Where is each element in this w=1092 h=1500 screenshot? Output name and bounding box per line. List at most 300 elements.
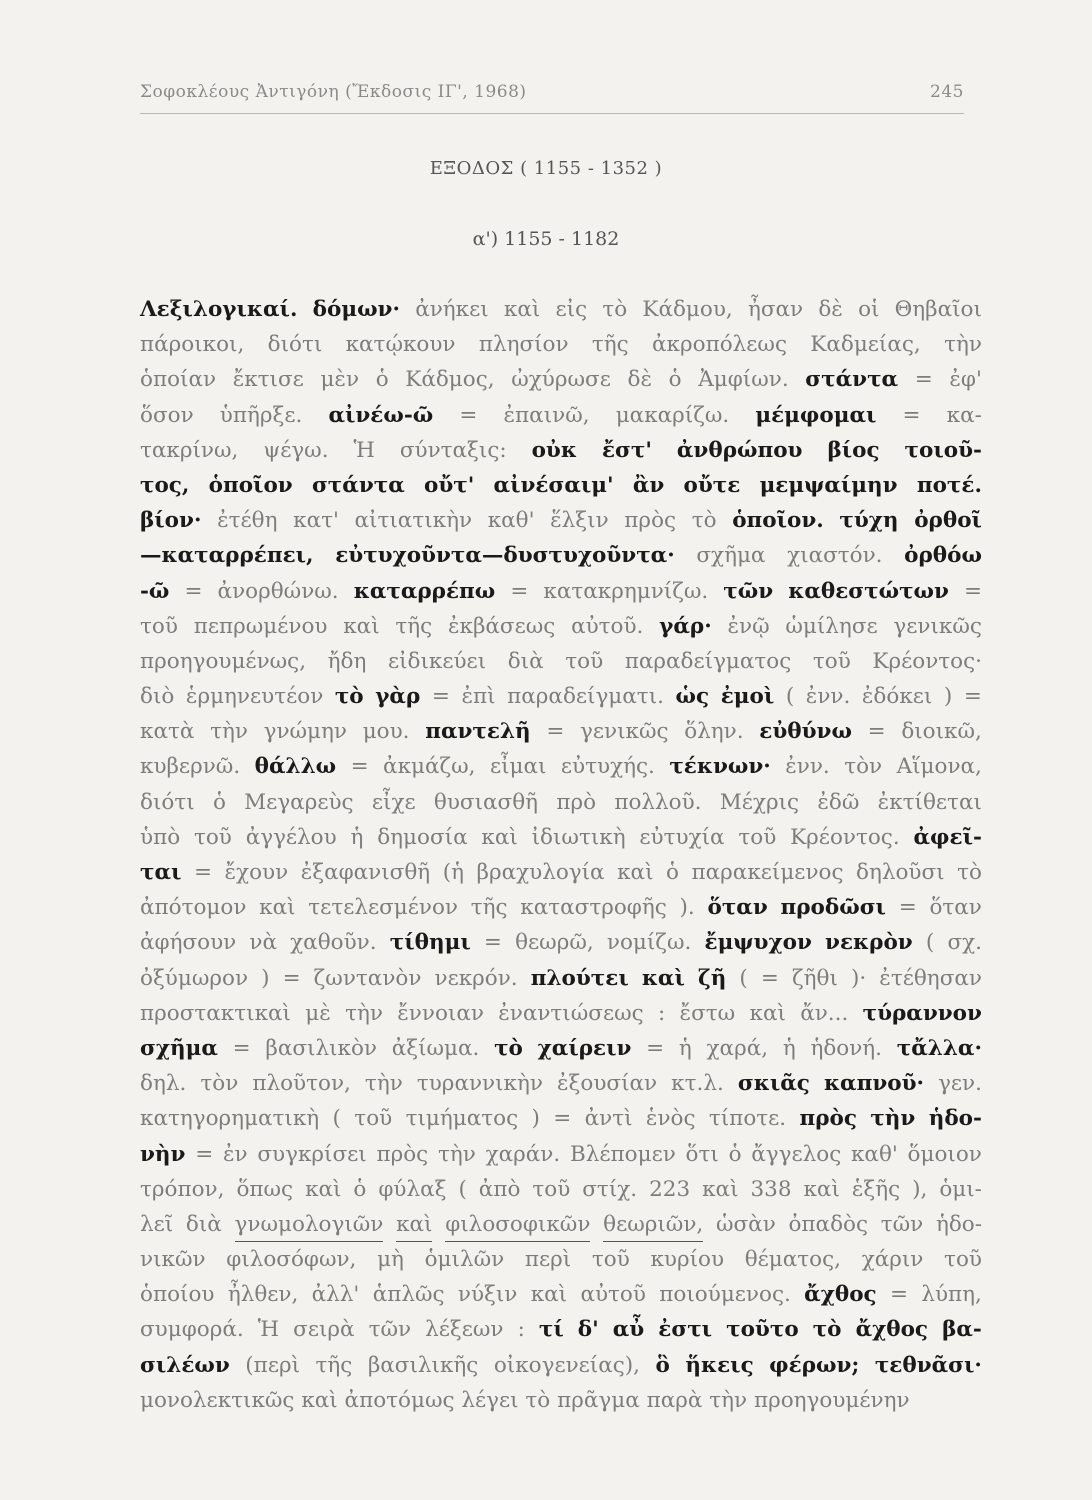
lemma-word: στάντα	[805, 367, 899, 393]
word: παρακείμενος	[691, 860, 844, 885]
word: λέξεων	[425, 1317, 504, 1343]
word: Κρέοντος.	[790, 824, 900, 850]
word: σχ.	[947, 930, 982, 956]
word: ἀνορθώνω.	[217, 578, 339, 604]
lemma-word: —καταρρέπει,	[140, 543, 314, 569]
word: ἑρμηνευτέον	[185, 684, 324, 710]
lemma-word: οὔτ'	[423, 472, 475, 498]
text-line	[140, 398, 982, 433]
word: εἰδικεύει	[387, 648, 487, 674]
word: καὶ	[617, 860, 654, 885]
lemma-word: εὐτυχοῦντα—δυστυχοῦντα·	[335, 543, 675, 569]
word: ἐτέθη	[217, 508, 278, 534]
text-line	[140, 1172, 982, 1207]
word: τῆς	[591, 332, 629, 358]
word: καὶ	[343, 613, 380, 639]
text-line	[140, 1242, 982, 1277]
lemma-word: καπνοῦ·	[823, 1071, 924, 1097]
word: κα-	[946, 402, 982, 428]
word: καὶ	[702, 1176, 739, 1202]
word: ἀπὸ	[478, 1176, 521, 1202]
word: συγκρίσει	[257, 1141, 367, 1167]
word: =	[553, 1106, 572, 1132]
word: ἦσαν	[747, 297, 804, 322]
word: Αἵμονα,	[896, 754, 982, 780]
word: =	[963, 578, 982, 604]
lemma-word: ἄχθος	[855, 1317, 929, 1343]
word: νύξιν	[457, 1282, 518, 1308]
text-line	[140, 996, 982, 1031]
text-line	[140, 503, 982, 538]
word: ἡ	[678, 1035, 692, 1061]
body-text	[140, 292, 982, 1418]
word: χάριν	[861, 1247, 924, 1273]
word: (	[332, 1106, 341, 1132]
word: δὲ	[627, 367, 652, 393]
word: Κάδμος,	[405, 367, 495, 393]
word: καθ'	[487, 508, 535, 534]
word: τίποτε.	[708, 1106, 787, 1132]
lemma-word: τοιοῦ-	[904, 437, 982, 463]
word: καὶ	[259, 895, 296, 921]
word: γεν.	[938, 1071, 982, 1097]
word: τοῦ	[944, 1247, 982, 1273]
lemma-word: ὡς	[675, 684, 710, 710]
word: =	[431, 684, 450, 710]
word: εὐτυχία	[639, 824, 725, 850]
lemma-word: βα-	[942, 1317, 982, 1343]
word: κατ'	[293, 508, 339, 534]
word: τοῦ	[532, 1176, 571, 1202]
word: τὴν	[437, 1141, 476, 1167]
word: λεῖ	[140, 1211, 174, 1237]
lemma-word: τῶν	[723, 578, 774, 604]
word: ἐξαφανισθῆ	[300, 860, 431, 885]
word: Κρέοντος·	[872, 648, 982, 674]
lemma-word: τέκνων·	[669, 754, 771, 780]
lemma-word: ἄχθος	[804, 1282, 877, 1308]
word: (	[925, 930, 935, 956]
word: τοῦ	[591, 1247, 630, 1273]
word: ὅταν	[929, 895, 982, 921]
lemma-word: καθεστώτων	[788, 578, 949, 604]
lemma-word: εὐθύνω	[759, 719, 852, 745]
text-line	[140, 820, 982, 855]
word: αἰτιατικὴν	[354, 508, 473, 534]
word: θέματος,	[744, 1247, 842, 1273]
text-line	[140, 714, 982, 749]
text-line	[140, 1031, 982, 1066]
word: νικῶν	[140, 1247, 206, 1273]
text-line	[140, 1348, 982, 1383]
lemma-word: γάρ·	[659, 613, 712, 639]
text-line	[140, 1312, 982, 1347]
word: ἐνῷ	[727, 613, 770, 639]
word: καὶ	[481, 824, 518, 850]
word: τετελεσμένον	[308, 895, 458, 921]
lemma-word: ὃ	[655, 1352, 670, 1378]
lemma-word: στάντα	[311, 472, 405, 498]
word: ἐτέθησαν	[879, 965, 982, 991]
lemma-word: ποτέ.	[916, 472, 982, 498]
word: χιαστόν.	[787, 543, 883, 569]
underlined-word: θεωριῶν,	[603, 1207, 703, 1242]
word: ἀντὶ	[584, 1106, 633, 1132]
word: μακαρίζω.	[615, 402, 730, 428]
word: ὁμι-	[939, 1176, 982, 1202]
word: παραδείγματος	[624, 648, 792, 674]
word: μὲν	[320, 367, 360, 393]
word: δηλοῦσι	[856, 860, 945, 885]
word: κυρίου	[650, 1247, 725, 1273]
word: ἀκμάζω,	[383, 754, 476, 780]
word: 223	[649, 1176, 691, 1202]
word: χαθοῦν.	[290, 930, 377, 956]
word: ἐδῶ	[817, 789, 860, 815]
word: Ἡ	[257, 1317, 280, 1343]
word: ὡμίλησε	[785, 613, 878, 639]
word: ὀπαδὸς	[788, 1211, 869, 1237]
text-line	[140, 433, 982, 468]
text-line	[140, 1207, 982, 1242]
word: προηγουμένως,	[140, 648, 307, 674]
text-line	[140, 609, 982, 644]
word: τιμήματος	[405, 1106, 519, 1132]
word: πρὸς	[376, 1141, 429, 1167]
word: ὁ	[353, 1176, 367, 1202]
word: παρὰ	[646, 1387, 703, 1413]
lemma-word: φέρων;	[769, 1352, 860, 1378]
text-line	[140, 679, 982, 714]
word: τὸ	[602, 297, 628, 322]
text-line	[140, 1137, 982, 1172]
word: ).	[679, 895, 695, 921]
text-line	[140, 538, 982, 573]
word: Κάδμου,	[642, 297, 733, 322]
word: τὴν	[709, 1387, 748, 1413]
word: ὀξύμωρον	[140, 965, 249, 991]
word: ὁ	[666, 860, 679, 885]
word: ἡ	[350, 824, 364, 850]
word: =	[193, 860, 212, 885]
word: =	[350, 754, 369, 780]
word: πάροικοι,	[140, 332, 245, 358]
word: τοῦ	[140, 613, 178, 639]
lemma-word: τύραννον	[862, 1000, 982, 1026]
lemma-word: σιλέων	[140, 1352, 230, 1378]
word: νεκρόν.	[434, 965, 518, 991]
word: ἀγγέλου	[245, 824, 337, 850]
lemma-word: ἀφεῖ-	[913, 824, 982, 850]
word: Καδμείας,	[810, 332, 921, 358]
word: ἄν...	[800, 1000, 849, 1026]
word: οἱ	[858, 297, 880, 322]
lemma-word: οὔτε	[683, 472, 741, 498]
lemma-word: ἀνθρώπου	[676, 437, 803, 463]
lemma-word: τύχη	[839, 508, 899, 534]
word: =	[646, 1035, 665, 1061]
word: =	[195, 1141, 214, 1167]
word: διὸ	[140, 684, 175, 710]
word: ὁποίαν	[140, 367, 217, 393]
section-title: ΕΞΟΔΟΣ ( 1155 - 1352 )	[429, 158, 663, 179]
word: καὶ	[749, 1000, 786, 1026]
word: =	[510, 578, 529, 604]
word: εὐτυχής.	[560, 754, 655, 780]
word: ),	[912, 1176, 928, 1202]
word: προστακτικαὶ	[140, 1000, 291, 1026]
word: ὑπὸ	[140, 824, 181, 850]
word: ἐφ'	[949, 367, 982, 393]
word: πρὸς	[624, 508, 677, 534]
word: οἰκογενείας),	[493, 1352, 641, 1378]
lemma-word: ὅταν	[707, 895, 768, 921]
lemma-word: τὸ	[494, 1035, 523, 1061]
text-line	[140, 327, 982, 362]
word: αὐτοῦ.	[571, 613, 644, 639]
word: ἔχουν	[224, 860, 289, 885]
word: ἐν	[222, 1141, 248, 1167]
word: )·	[850, 965, 867, 991]
lemma-word: προδῶσι	[780, 895, 886, 921]
lemma-word: πρὸς	[799, 1106, 857, 1132]
word: :	[517, 1317, 525, 1343]
word: ἐδόκει	[861, 684, 933, 710]
word: κατηγορηματικὴ	[140, 1106, 320, 1132]
word: τὴν	[345, 1000, 383, 1026]
page-number: 245	[930, 82, 964, 102]
text-line	[140, 1277, 982, 1312]
text-line	[140, 292, 982, 327]
word: δηλ.	[140, 1071, 187, 1097]
word: αὐτοῦ	[580, 1282, 646, 1308]
word: καθ'	[850, 1141, 898, 1167]
lemma-word: ὀρθοῖ	[914, 508, 982, 534]
word: καταστροφῆς	[520, 895, 667, 921]
lemma-word: σχῆμα	[140, 1035, 218, 1061]
word: χαράν.	[485, 1141, 561, 1167]
word: τὸ	[525, 1387, 551, 1413]
word: καὶ	[803, 1176, 840, 1202]
word: ἀνήκει	[415, 297, 489, 322]
word: σειρὰ	[293, 1317, 355, 1343]
text-line	[140, 961, 982, 996]
word: ψέγω.	[263, 437, 329, 463]
word: ἐνν.	[805, 684, 851, 710]
lemma-word: τεθνᾶσι·	[874, 1352, 982, 1378]
word: Ἀμφίων.	[698, 367, 789, 393]
word: )	[943, 684, 953, 710]
word: :	[657, 1000, 666, 1026]
lemma-word: νεκρὸν	[825, 930, 913, 956]
word: τὸν	[844, 754, 883, 780]
word: ἔκτισε	[232, 367, 304, 393]
word: σχῆμα	[696, 543, 766, 569]
word: μὲ	[305, 1000, 331, 1026]
lemma-word: γὰρ	[375, 684, 421, 710]
word: Μεγαρεὺς	[244, 789, 354, 815]
word: Θηβαῖοι	[894, 297, 982, 322]
word: ἀφήσουν	[140, 930, 237, 956]
lemma-word: χαίρειν	[537, 1035, 632, 1061]
word: (περὶ	[245, 1352, 301, 1378]
word: =	[184, 578, 203, 604]
word: τοῦ	[738, 824, 777, 850]
word: Βλέπομεν	[569, 1141, 676, 1167]
word: =	[867, 719, 886, 745]
running-head-title: Σοφοκλέους Ἀντιγόνη (Ἔκδοσις ΙΓ', 1968)	[140, 82, 527, 102]
lemma-word: σκιᾶς	[737, 1071, 810, 1097]
text-line	[140, 362, 982, 397]
word: κυβερνῶ.	[140, 754, 241, 780]
word: ἐνν.	[785, 754, 830, 780]
word: τυραννικὴν	[416, 1071, 543, 1097]
word: ζῆθι	[791, 965, 838, 991]
word: γενικῶς	[893, 613, 982, 639]
lemma-word: μεμψαίμην	[759, 472, 898, 498]
word: ἀπότομον	[140, 895, 247, 921]
word: τοῦ	[354, 1106, 393, 1132]
word: μὴ	[377, 1247, 404, 1273]
lemma-word: τί	[538, 1317, 564, 1343]
word: συμφορά.	[140, 1317, 244, 1343]
word: =	[760, 965, 779, 991]
word: ἤδη	[327, 648, 367, 674]
word: νὰ	[249, 930, 277, 956]
word: (	[458, 1176, 467, 1202]
word: ὁ	[728, 1141, 742, 1167]
lemma-word: ἐμοὶ	[720, 684, 775, 710]
word: =	[963, 684, 982, 710]
lemma-word: παντελῆ	[425, 719, 531, 745]
lemma-word: βίον·	[140, 508, 202, 534]
word: ἑξῆς	[851, 1176, 901, 1202]
word: κατῴκουν	[345, 332, 456, 358]
lemma-word: βίος	[827, 437, 880, 463]
word: ὡσὰν	[715, 1211, 776, 1237]
word: (	[739, 965, 748, 991]
lemma-word: Λεξιλογικαί.	[140, 297, 298, 322]
lemma-word: -ῶ	[140, 578, 170, 604]
word: τρόπον,	[140, 1176, 225, 1202]
word: φιλοσόφων,	[226, 1247, 357, 1273]
lemma-word: τἄλλα·	[896, 1035, 982, 1061]
word: τῆς	[315, 1352, 353, 1378]
word: εἶμαι	[489, 754, 547, 780]
word: 338	[750, 1176, 792, 1202]
word: (ἡ	[442, 860, 464, 885]
text-line	[140, 1101, 982, 1136]
word: Ἡ	[353, 437, 375, 463]
lemma-word: ὁποῖον	[208, 472, 293, 498]
lemma-word: τὸ	[334, 684, 364, 710]
word: διότι	[140, 789, 195, 815]
word: ποιούμενος.	[659, 1282, 791, 1308]
lemma-word: τίθημι	[389, 930, 471, 956]
running-head	[140, 82, 964, 102]
word: ἐκβάσεως	[447, 613, 556, 639]
word: ἀξίωμα.	[391, 1035, 480, 1061]
word: σύνταξις:	[399, 437, 507, 463]
text-line	[140, 749, 982, 784]
word: δημοσία	[377, 824, 468, 850]
word: κατακρημνίζω.	[543, 578, 709, 604]
lemma-word: ζῆ	[697, 965, 727, 991]
lemma-word: ἔστ'	[601, 437, 652, 463]
word: =	[282, 965, 301, 991]
word: τοῦ	[565, 648, 604, 674]
underlined-word: φιλοσοφικῶν	[445, 1207, 590, 1242]
word: =	[914, 367, 933, 393]
lemma-word: ἐστι	[658, 1317, 713, 1343]
header-rule	[140, 113, 964, 114]
word: εἶχε	[371, 789, 416, 815]
lemma-word: καὶ	[641, 965, 685, 991]
word: ἔννοιαν	[397, 1000, 484, 1026]
lemma-word: τὸ	[812, 1317, 842, 1343]
word: )	[531, 1106, 540, 1132]
word: λύπη,	[921, 1282, 982, 1308]
word: διὰ	[507, 648, 544, 674]
word: τῶν	[880, 1211, 924, 1237]
word: =	[902, 402, 921, 428]
word: μου.	[362, 719, 410, 745]
lemma-word: ἂν	[632, 472, 665, 498]
word: ἐναντιώσεως	[498, 1000, 644, 1026]
word: ὁ	[668, 367, 682, 393]
underlined-word: καὶ	[396, 1207, 432, 1242]
lemma-word: πλούτει	[530, 965, 629, 991]
word: δὲ	[818, 297, 843, 322]
word: τῆς	[470, 895, 508, 921]
word: πεπρωμένου	[193, 613, 328, 639]
word: =	[546, 719, 565, 745]
lemma-word: ἡδο-	[928, 1106, 982, 1132]
lemma-word: τοῦτο	[726, 1317, 799, 1343]
text-line	[140, 1383, 982, 1418]
word: φύλαξ	[378, 1176, 447, 1202]
lemma-word: οὐκ	[531, 437, 577, 463]
word: θυσιασθῆ	[433, 789, 539, 815]
lemma-word: αἰνέσαιμ'	[493, 472, 614, 498]
subsection-title: α') 1155 - 1182	[472, 228, 620, 250]
lemma-word: καταρρέπω	[353, 578, 496, 604]
lemma-word: δ'	[577, 1317, 599, 1343]
word: =	[483, 930, 502, 956]
word: ζωντανὸν	[313, 965, 422, 991]
word: χαρά,	[706, 1035, 769, 1061]
word: μονολεκτικῶς	[140, 1387, 295, 1413]
text-line	[140, 1066, 982, 1101]
word: ἐξουσίαν	[557, 1071, 658, 1097]
word: βασιλικῆς	[367, 1352, 479, 1378]
word: ἑνὸς	[645, 1106, 696, 1132]
word: ὁ	[212, 789, 226, 815]
text-line	[140, 574, 982, 609]
word: τὸν	[200, 1071, 239, 1097]
word: βασιλικὸν	[265, 1035, 377, 1061]
word: ἐκτίθεται	[877, 789, 982, 815]
word: τὴν	[364, 1071, 403, 1097]
word: τὴν	[210, 719, 248, 745]
word: πολλοῦ.	[614, 789, 702, 815]
text-line	[140, 890, 982, 925]
word: ὁ	[375, 367, 389, 393]
lemma-word: ἥκεις	[685, 1352, 754, 1378]
word: τὴν	[944, 332, 982, 358]
word: ἔστω	[679, 1000, 736, 1026]
word: πλησίον	[478, 332, 569, 358]
